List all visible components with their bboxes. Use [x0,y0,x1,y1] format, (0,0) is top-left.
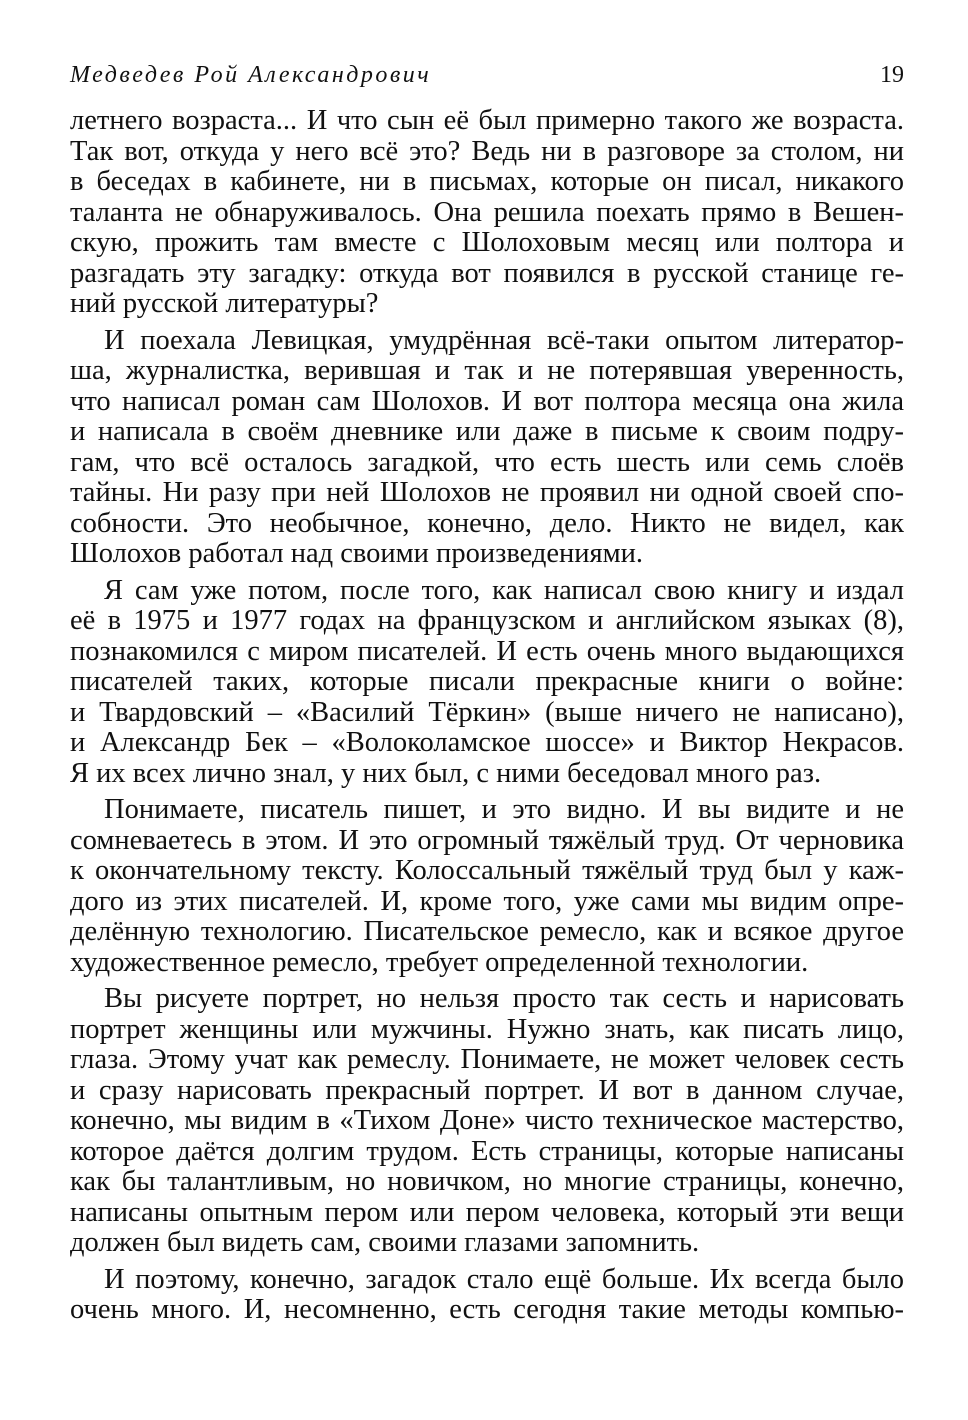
text-line: летнего возраста... И что сын её был примерно такого же возраста. [70,105,904,136]
paragraph [70,1265,904,1326]
text-line: её в 1975 и 1977 годах на французском и английском языках (8), [70,605,904,636]
text-line: очень много. И, несомненно, есть сегодня такие методы компью- [70,1294,904,1325]
paragraph [70,984,904,1259]
text-line: которое даётся долгим трудом. Есть страницы, которые написаны [70,1135,904,1167]
text-line: Вы рисуете портрет, но нельзя просто так сесть и нарисовать [104,983,904,1014]
paragraph [70,576,904,790]
text-line: гам, что всё осталось загадкой, что есть шесть или семь слоёв [70,446,904,478]
text-line: Так вот, откуда у него всё это? Ведь ни в разговоре за столом, ни [70,135,904,167]
text-line: ша, журналистка, верившая и так и не потерявшая уверенность, [70,355,904,386]
text-line: сомневаетесь в этом. И это огромный тяжёлый труд. От черновика [70,824,904,856]
text-line: скую, прожить там вместе с Шолоховым месяц или полтора и [70,227,904,258]
text-line: И поехала Левицкая, умудрённая всё-таки опытом литератор- [104,324,904,356]
text-line: таланта не обнаруживалось. Она решила поехать прямо в Вешен- [70,196,904,228]
text-line: познакомился с миром писателей. И есть очень много выдающихся [70,635,904,667]
body-text [70,106,904,1326]
text-line: глаза. Этому учат как ремеслу. Понимаете, не может человек сесть [70,1044,904,1075]
text-line: дого из этих писателей. И, кроме того, уже сами мы видим опре- [70,885,904,917]
text-line: ний русской литературы? [70,288,379,319]
text-line: Я их всех лично знал, у них был, с ними беседовал много раз. [70,757,822,789]
text-line: делённую технологию. Писательское ремесло, как и всякое другое [70,916,904,947]
text-line: И поэтому, конечно, загадок стало ещё больше. Их всегда было [104,1263,904,1295]
text-line: конечно, мы видим в «Тихом Доне» чисто техническое мастерство, [70,1105,904,1136]
text-line: и написала в своём дневнике или даже в письме к своим подру- [70,416,904,447]
text-line: должен был видеть сам, своими глазами запомнить. [70,1227,700,1258]
paragraph [70,795,904,978]
text-line: что написал роман сам Шолохов. И вот полтора месяца она жила [70,385,904,417]
text-line: писателей таких, которые писали прекрасные книги о войне: [70,666,904,697]
running-head [70,62,904,96]
text-line: тайны. Ни разу при ней Шолохов не проявил ни одной своей спо- [70,477,904,508]
text-line: разгадать эту загадку: откуда вот появился в русской станице ге- [70,257,904,289]
paragraph [70,106,904,320]
text-line: и Александр Бек – «Волоколамское шоссе» и Виктор Некрасов. [70,727,904,758]
text-line: написаны опытным пером или пером человека, который эти вещи [70,1196,904,1228]
text-line: портрет женщины или мужчины. Нужно знать, как писать лицо, [70,1013,904,1045]
text-line: к окончательному тексту. Колоссальный тяжёлый труд был у каж- [70,855,904,886]
text-line: художественное ремесло, требует определенной технологии. [70,946,809,978]
text-line: в беседах в кабинете, ни в письмах, которые он писал, никакого [70,166,904,197]
book-page [70,62,904,1332]
text-line: и Твардовский – «Василий Тёркин» (выше ничего не написано), [70,696,904,728]
text-line: Понимаете, писатель пишет, и это видно. И вы видите и не [104,794,904,825]
text-line: собности. Это необычное, конечно, дело. Никто не видел, как [70,507,904,539]
page-number: 19 [880,62,904,88]
text-line: Шолохов работал над своими произведениями. [70,538,644,569]
text-line: как бы талантливым, но новичком, но многие страницы, конечно, [70,1166,904,1197]
paragraph [70,326,904,570]
text-line: и сразу нарисовать прекрасный портрет. И вот в данном случае, [70,1074,904,1106]
text-line: Я сам уже потом, после того, как написал свою книгу и издал [104,574,904,606]
running-title: Медведев Рой Александрович [70,62,432,88]
